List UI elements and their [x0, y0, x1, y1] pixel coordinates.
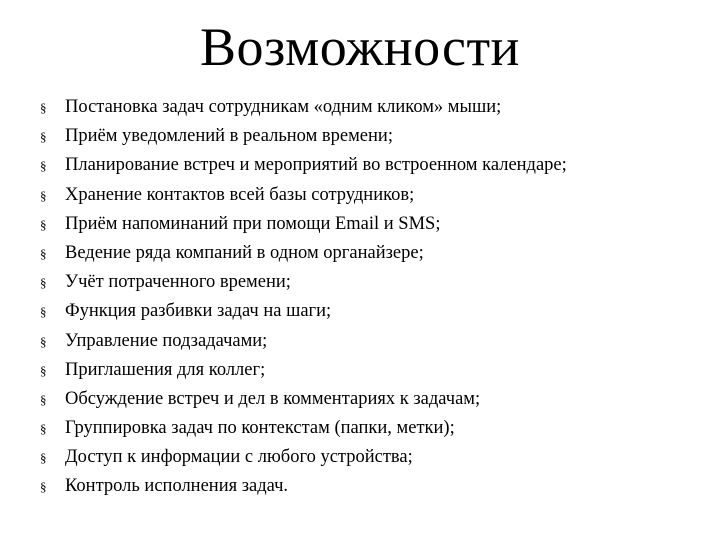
bullet-icon: § — [40, 479, 47, 495]
list-item — [40, 210, 710, 239]
list-item-text: Хранение контактов всей базы сотрудников; — [65, 184, 415, 205]
list-item-text: Учёт потраченного времени; — [65, 272, 291, 293]
list-item — [40, 472, 710, 501]
list-item-text: Обсуждение встреч и дел в комментариях к задачам; — [65, 388, 481, 409]
list-item-text: Приём напоминаний при помощи Email и SMS; — [65, 213, 441, 234]
list-item — [40, 268, 710, 297]
list-item — [40, 356, 710, 385]
list-item-text: Контроль исполнения задач. — [65, 476, 289, 497]
list-item — [40, 151, 710, 180]
bullet-icon: § — [40, 216, 47, 232]
list-item-text: Постановка задач сотрудникам «одним кликом» мыши; — [65, 97, 502, 117]
list-item-text: Управление подзадачами; — [65, 330, 268, 351]
feature-list — [40, 93, 710, 502]
bullet-icon: § — [40, 362, 47, 378]
list-item-text: Приглашения для коллег; — [65, 359, 266, 380]
list-item-text: Планирование встреч и мероприятий во встроенном календаре; — [65, 155, 567, 176]
list-item — [40, 239, 710, 268]
list-item — [40, 122, 710, 151]
list-item — [40, 93, 710, 122]
bullet-icon: § — [40, 245, 47, 261]
bullet-icon: § — [40, 187, 47, 203]
list-item-text: Доступ к информации с любого устройства; — [65, 447, 413, 468]
list-item — [40, 443, 710, 472]
list-item-text: Приём уведомлений в реальном времени; — [65, 126, 393, 147]
list-item — [40, 181, 710, 210]
list-item-text: Группировка задач по контекстам (папки, метки); — [65, 418, 455, 439]
slide-title: Возможности — [200, 17, 520, 77]
bullet-icon: § — [40, 304, 47, 320]
list-item — [40, 414, 710, 443]
list-item — [40, 385, 710, 414]
bullet-icon: § — [40, 333, 47, 349]
bullet-icon: § — [40, 100, 47, 115]
bullet-icon: § — [40, 391, 47, 407]
bullet-icon: § — [40, 450, 47, 466]
list-item — [40, 327, 710, 356]
list-item-text: Ведение ряда компаний в одном органайзере; — [65, 242, 424, 263]
list-item-text: Функция разбивки задач на шаги; — [65, 301, 332, 322]
list-item — [40, 297, 710, 326]
bullet-icon: § — [40, 421, 47, 437]
bullet-icon: § — [40, 158, 47, 174]
bullet-icon: § — [40, 275, 47, 291]
bullet-icon: § — [40, 129, 47, 145]
